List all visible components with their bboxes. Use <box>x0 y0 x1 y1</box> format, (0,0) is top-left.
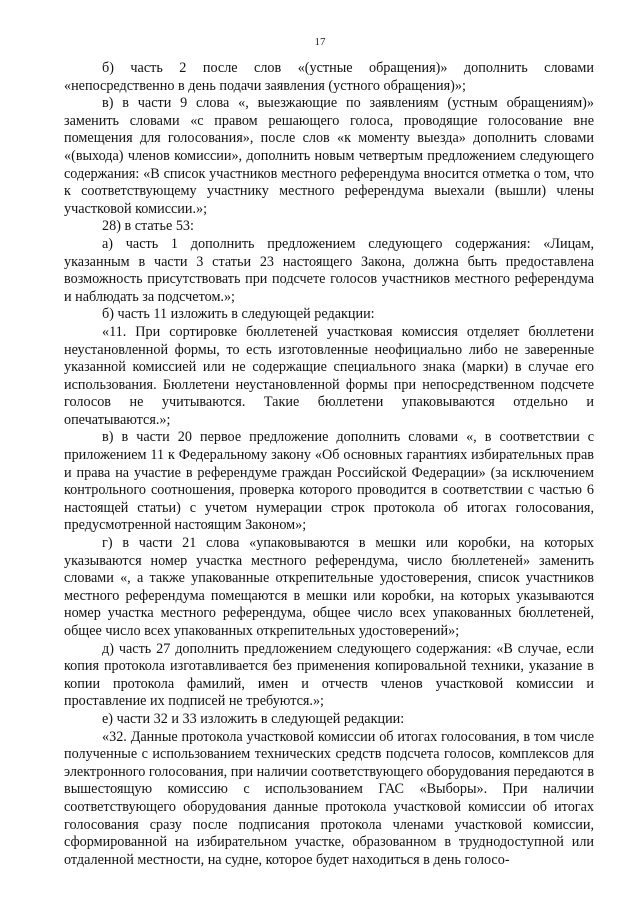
paragraph-amendment-e-parts32-33: е) части 32 и 33 изложить в следующей редакции: <box>102 710 405 727</box>
paragraph-amendment-b-part2: б) часть 2 после слов «(устные обращения)» дополнить словами «непосредственно в день подачи заявления (устного обращения)»; <box>64 60 594 94</box>
paragraph-article-53-heading: 28) в статье 53: <box>102 218 194 235</box>
paragraph-part32-text: «32. Данные протокола участковой комиссии об итогах голосования, в том числе полученные с использованием технических средств подсчета голосов, комплексов для электронного голосования, при наличии соответствующего оборудования передаются в вышестоящую комиссию с использованием ГАС «Выборы». При наличии соответствующего оборудования данные протокола участковой комиссии об итогах голосования сразу после подписания протокола членами участковой комиссии, сформированной на избирательном участке, образованном в труднодоступной или отдаленной местности, на судне, которое будет находиться в день голосо- <box>64 728 595 868</box>
document-body <box>64 60 594 869</box>
page-number: 17 <box>314 36 326 48</box>
paragraph-amendment-v-part9: в) в части 9 слова «, выезжающие по заявлениям (устным обращениям)» заменить словами «с правом решающего голоса, проводящие голосование вне помещения для голосования», после слов «к моменту выезда» дополнить словами «(выхода) членов комиссии», дополнить новым четвертым предложением следующего содержания: «В список участников местного референдума вносится отметка о том, что к соответствующему участнику местного референдума выехали (вышли) члены участковой комиссии.»; <box>64 95 594 217</box>
paragraph-part11-text: «11. При сортировке бюллетеней участковая комиссия отделяет бюллетени неустановленной формы, то есть изготовленные неофициально либо не заверенные указанной комиссией или не содержащие специального знака (марки) в случае его использования. Бюллетени неустановленной формы при непосредственном подсчете голосов не учитываются. Такие бюллетени упаковываются отдельно и опечатываются.»; <box>64 323 594 428</box>
paragraph-amendment-b-part11: б) часть 11 изложить в следующей редакции: <box>102 306 375 323</box>
paragraph-amendment-g-part21: г) в части 21 слова «упаковываются в мешки или коробки, на которых указываются номер участка местного референдума, число бюллетеней» заменить словами «, а также упакованные открепительные удостоверения, список участников местного референдума помещаются в мешки или коробки, на которых указываются номер участка местного референдума, общее число всех упакованных бюллетеней, общее число всех упакованных открепительных удостоверений»; <box>64 535 594 639</box>
paragraph-amendment-a-part1: а) часть 1 дополнить предложением следующего содержания: «Лицам, указанным в части 3 статьи 23 настоящего Закона, должна быть предоставлена возможность присутствовать при подсчете голосов участников местного референдума и наблюдать за подсчетом.»; <box>64 235 594 305</box>
paragraph-amendment-d-part27: д) часть 27 дополнить предложением следующего содержания: «В случае, если копия протокола изготавливается без применения копировальной техники, указание в копии протокола фамилий, имен и отчеств членов участковой комиссии и проставление их подписей не требуются.»; <box>64 640 594 710</box>
paragraph-amendment-v-part20: в) в части 20 первое предложение дополнить словами «, в соответствии с приложением 11 к Федеральному закону «Об основных гарантиях избирательных прав и права на участие в референдуме граждан Российской Федерации» (за исключением контрольного соотношения, проверка которого проводится в соответствии с частью 6 настоящей статьи) с учетом нумерации строк протокола об итогах голосования, предусмотренной настоящим Законом»; <box>64 429 594 534</box>
